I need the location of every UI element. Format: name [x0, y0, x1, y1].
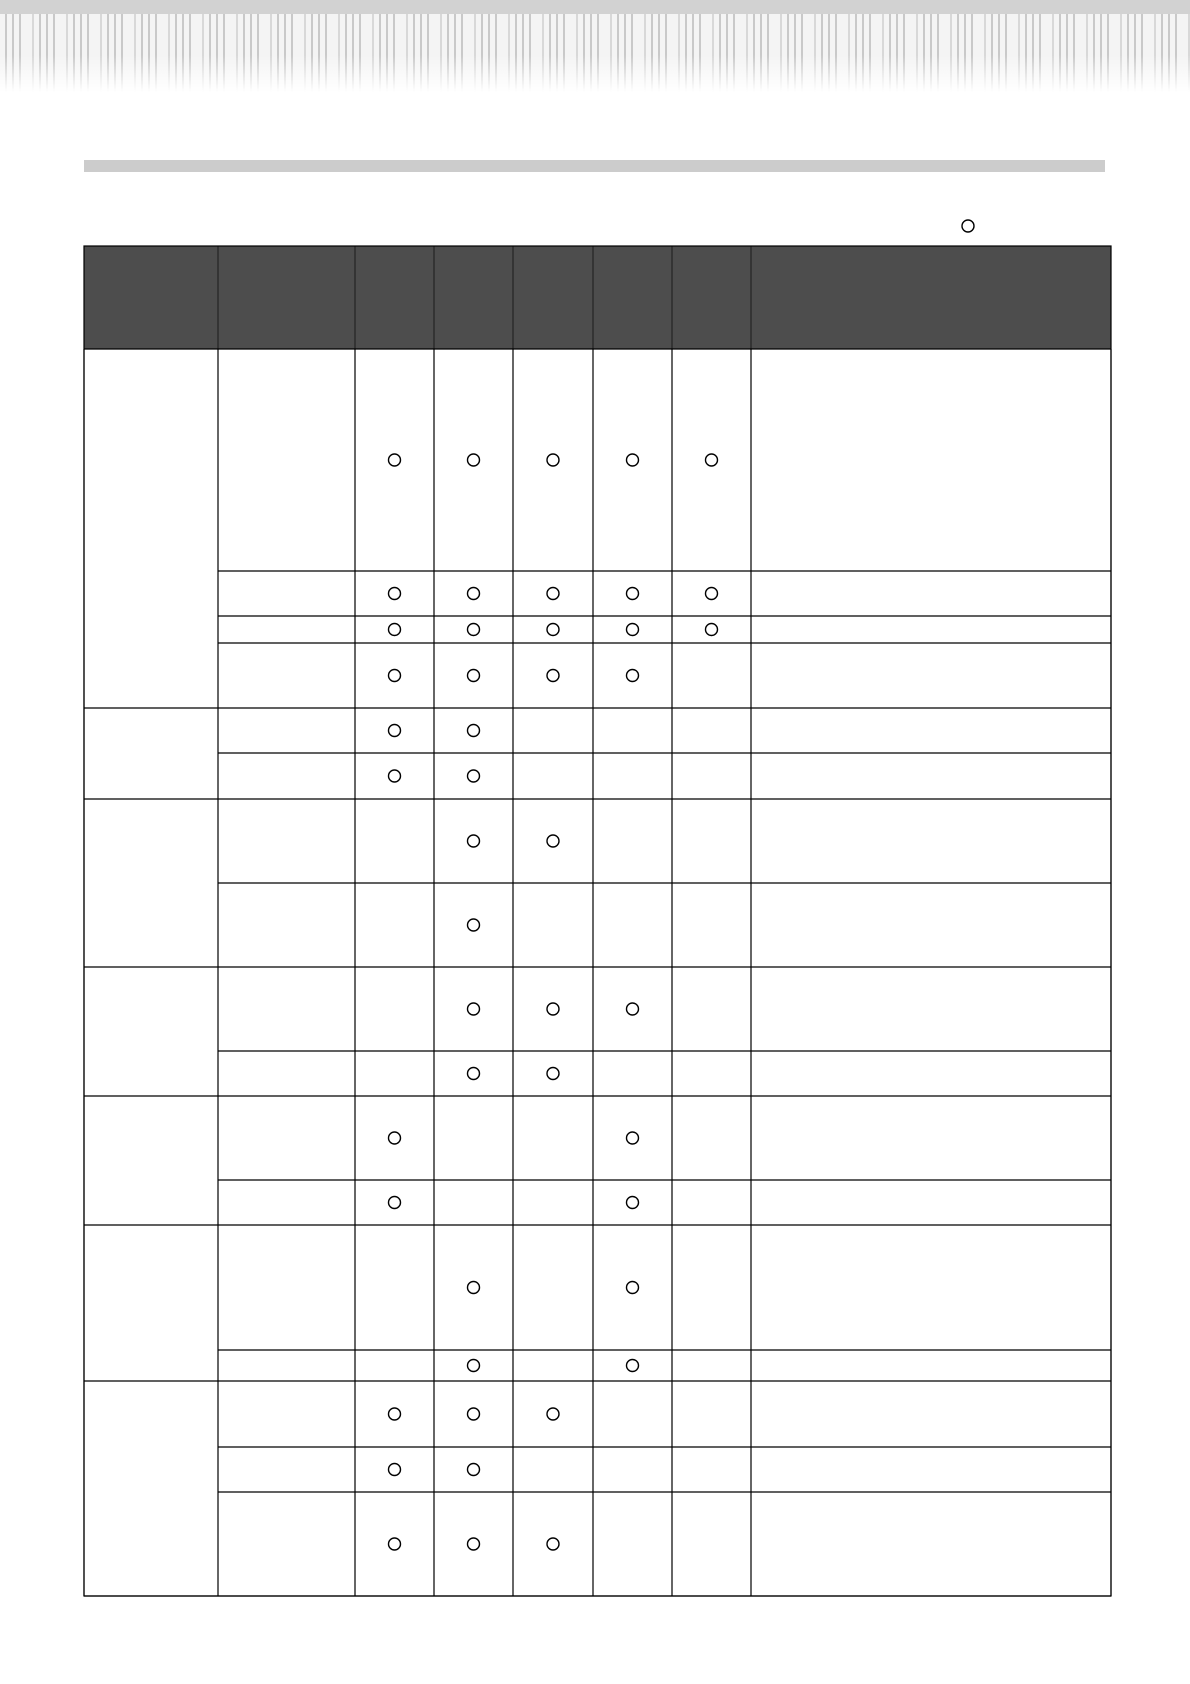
circle-mark-icon — [547, 454, 559, 466]
circle-mark-icon — [627, 454, 639, 466]
circle-mark-icon — [627, 1360, 639, 1372]
circle-mark-icon — [706, 624, 718, 636]
circle-mark-icon — [547, 588, 559, 600]
circle-mark-icon — [468, 588, 480, 600]
table-border — [84, 246, 1111, 1596]
circle-mark-icon — [627, 1197, 639, 1209]
circle-mark-icon — [468, 919, 480, 931]
circle-mark-icon — [468, 725, 480, 737]
circle-mark-icon — [389, 1538, 401, 1550]
circle-mark-icon — [547, 670, 559, 682]
circle-mark-icon — [627, 1132, 639, 1144]
circle-mark-icon — [547, 1408, 559, 1420]
circle-mark-icon — [627, 588, 639, 600]
circle-mark-icon — [547, 1068, 559, 1080]
circle-mark-icon — [547, 1538, 559, 1550]
circle-mark-icon — [468, 1464, 480, 1476]
circle-mark-icon — [468, 770, 480, 782]
circle-mark-icon — [547, 835, 559, 847]
circle-mark-icon — [547, 1003, 559, 1015]
table-header — [84, 246, 1111, 349]
circle-mark-icon — [627, 670, 639, 682]
circle-mark-icon — [389, 454, 401, 466]
circle-mark-icon — [468, 670, 480, 682]
circle-mark-icon — [468, 1538, 480, 1550]
circle-mark-icon — [389, 725, 401, 737]
circle-mark-icon — [468, 624, 480, 636]
circle-mark-icon — [627, 1003, 639, 1015]
circle-mark-icon — [706, 454, 718, 466]
circle-mark-icon — [389, 670, 401, 682]
circle-mark-icon — [389, 770, 401, 782]
circle-mark-icon — [468, 1282, 480, 1294]
circle-mark-icon — [389, 1408, 401, 1420]
circle-mark-icon — [389, 1197, 401, 1209]
circle-mark-icon — [389, 624, 401, 636]
circle-mark-icon — [389, 588, 401, 600]
circle-mark-icon — [627, 624, 639, 636]
circle-mark-icon — [627, 1282, 639, 1294]
circle-mark-icon — [389, 1464, 401, 1476]
circle-mark-icon — [389, 1132, 401, 1144]
circle-mark-icon — [468, 1068, 480, 1080]
circle-mark-icon — [468, 1360, 480, 1372]
circle-mark-icon — [547, 624, 559, 636]
circle-mark-icon — [468, 835, 480, 847]
circle-mark-icon — [706, 588, 718, 600]
circle-mark-icon — [468, 1408, 480, 1420]
circle-mark-icon — [468, 1003, 480, 1015]
circle-mark-icon — [468, 454, 480, 466]
